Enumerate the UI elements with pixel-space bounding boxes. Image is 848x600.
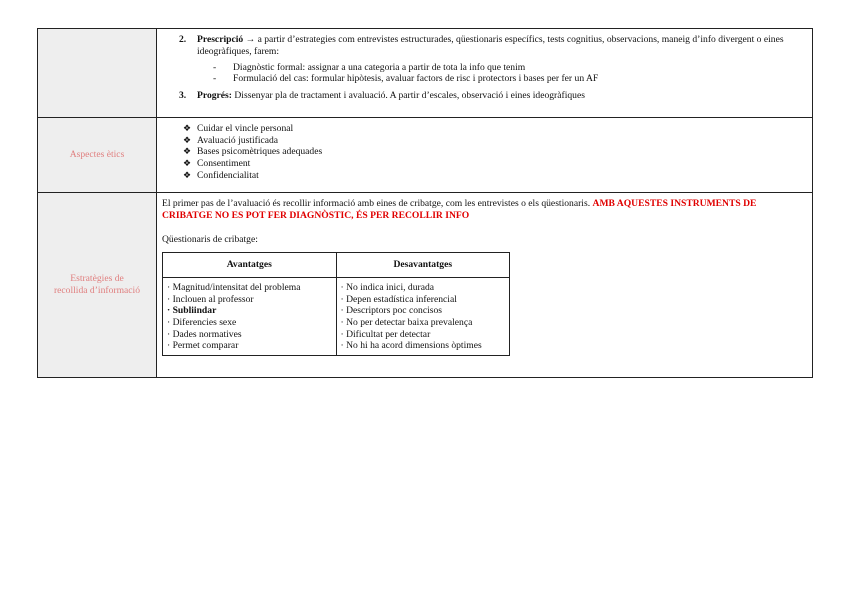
row-prescripcio-content (157, 29, 813, 118)
intro-text: El primer pas de l’avaluació és recollir informació amb eines de cribatge, com les entrevistes o els qüestionaris. (162, 198, 593, 209)
sub-item (213, 62, 806, 73)
ethics-item-text: Confidencialitat (197, 169, 259, 181)
row-label (38, 193, 157, 378)
ethics-item (181, 123, 806, 135)
sub-item-text: Diagnòstic formal: assignar a una categoria a partir de tota la info que tenim (233, 61, 526, 73)
step-term: Progrés: (197, 90, 232, 102)
ethics-item (181, 170, 806, 182)
disadvantage-item: · Depen estadística inferencial (340, 293, 457, 305)
advantage-item: · Magnitud/intensitat del problema (167, 281, 301, 293)
ethics-item-text: Avaluació justificada (197, 134, 279, 146)
pros-cons-table (162, 252, 510, 356)
row-prescripcio-label-cell (38, 29, 157, 118)
sub-item (213, 73, 806, 84)
diamond-bullet-icon: ❖ (183, 169, 192, 180)
step-term: Prescripció (197, 34, 244, 45)
row-label-line: Estratègies de (70, 272, 124, 284)
disadvantage-item: · No per detectar baixa prevalença (340, 317, 473, 329)
ethics-item-text: Consentiment (197, 158, 251, 170)
notes-table (37, 28, 813, 378)
diamond-bullet-icon: ❖ (183, 158, 192, 169)
row-aspectes-etics (38, 118, 813, 193)
step-number: 2. (179, 34, 187, 45)
steps-list (177, 34, 806, 102)
disadvantage-item: · No indica inici, durada (340, 281, 435, 293)
sub-item-text: Formulació del cas: formular hipòtesis, avaluar factors de risc i protectors i bases per fer un AF (233, 73, 599, 84)
ethics-item-text: Cuidar el vincle personal (197, 123, 294, 134)
row-prescripcio (38, 29, 813, 118)
subtitle: Qüestionaris de cribatge: (162, 233, 258, 245)
ethics-list (181, 123, 806, 182)
advantage-item: · Diferencies sexe (167, 317, 237, 329)
disadvantage-item: · Descriptors poc concisos (340, 305, 443, 317)
advantage-item: · Dades normatives (167, 328, 242, 340)
ethics-item (181, 146, 806, 158)
row-label-line: recollida d’informació (53, 285, 141, 296)
step-number: 3. (179, 90, 187, 102)
ethics-item (181, 158, 806, 170)
row-estrategies (38, 193, 813, 378)
ethics-item (181, 135, 806, 147)
ethics-item-text: Bases psicomètriques adequades (197, 146, 323, 158)
row-aspectes-content (157, 118, 813, 193)
advantages-cell (163, 277, 337, 355)
sub-list (197, 62, 806, 84)
diamond-bullet-icon: ❖ (183, 134, 192, 145)
dash-bullet-icon: - (213, 61, 217, 73)
row-label: Aspectes ètics (38, 118, 157, 193)
advantage-item: · Subliindar (167, 305, 217, 317)
row-estrategies-content (157, 193, 813, 378)
dash-bullet-icon: - (213, 73, 217, 84)
disadvantage-item: · No hi ha acord dimensions òptimes (340, 340, 482, 352)
step-text: Dissenyar pla de tractament i avaluació. A partir d’escales, observació i eines ideogràfiques (231, 90, 585, 102)
step-3 (177, 90, 806, 102)
diamond-bullet-icon: ❖ (183, 123, 192, 133)
pros-cons-header-row (163, 252, 510, 277)
advantage-item: · Permet comparar (167, 340, 239, 352)
intro-paragraph (162, 198, 806, 222)
pros-cons-body-row (163, 277, 510, 355)
advantage-item: · Inclouen al professor (167, 293, 254, 305)
cons-header: Desavantatges (336, 252, 510, 277)
warning-text: AMB AQUESTES INSTRUMENTS DE CRIBATGE NO ES POT FER DIAGNÒSTIC, ÉS PER RECOLLIR INFO (162, 198, 757, 221)
disadvantage-item: · Dificultat per detectar (340, 328, 431, 340)
pros-header: Avantatges (163, 252, 337, 277)
diamond-bullet-icon: ❖ (183, 146, 192, 157)
disadvantages-cell (336, 277, 510, 355)
step-text: → a partir d’estrategies com entrevistes estructurades, qüestionaris específics, tests cognitius, observacions, maneig d’info divergent o eines ideogràfiques, farem: (197, 34, 784, 57)
step-2 (177, 34, 806, 84)
